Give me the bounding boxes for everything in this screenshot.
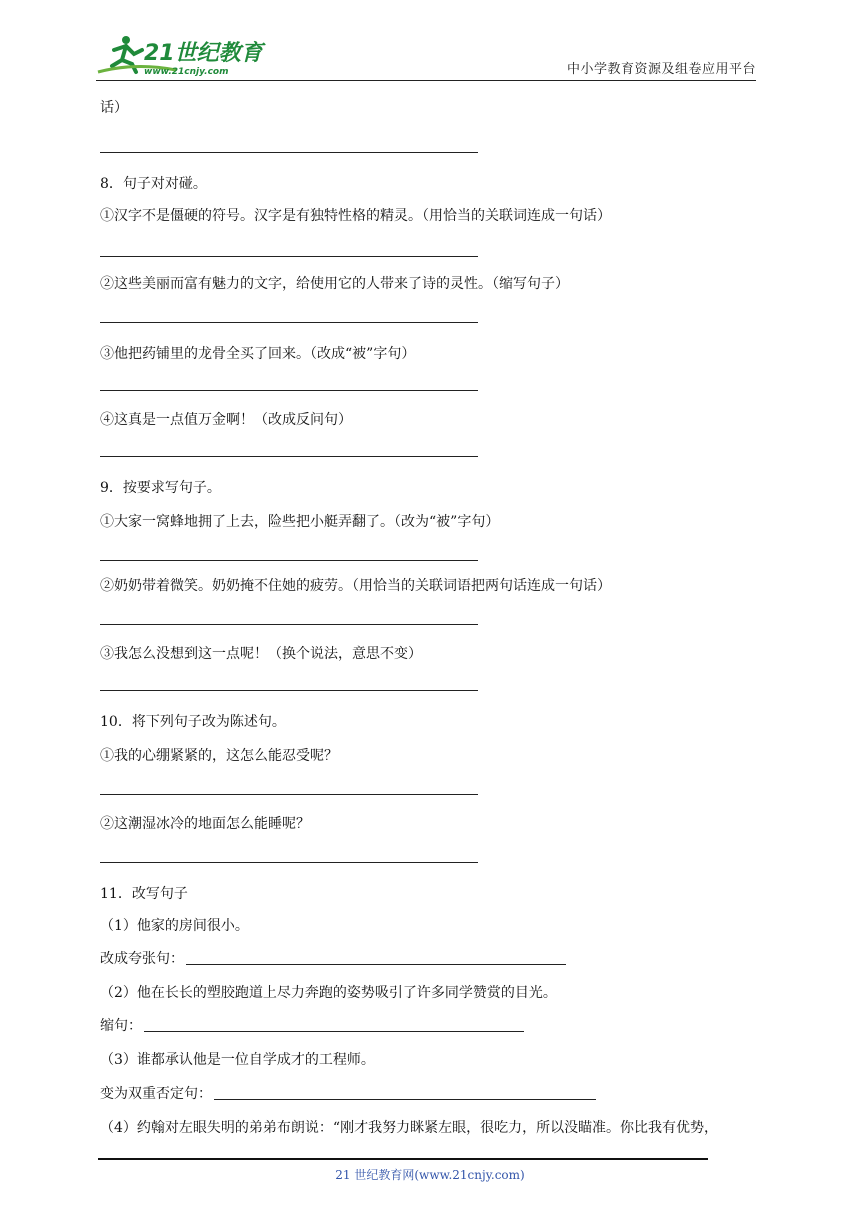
logo-url: www.21cnjy.com bbox=[144, 67, 229, 77]
question-text: 11．改写句子 bbox=[100, 886, 188, 902]
question-line bbox=[100, 410, 352, 430]
answer-line bbox=[100, 390, 478, 391]
question-text: 9．按要求写句子。 bbox=[100, 480, 221, 496]
question-line bbox=[100, 274, 569, 294]
question-line bbox=[100, 644, 422, 664]
question-line bbox=[100, 344, 415, 364]
question-text: 10．将下列句子改为陈述句。 bbox=[100, 714, 286, 730]
answer-line bbox=[100, 456, 478, 457]
answer-line bbox=[100, 862, 478, 863]
question-text: （1）他家的房间很小。 bbox=[100, 918, 249, 934]
question-text: 8．句子对对碰。 bbox=[100, 176, 207, 192]
question-line bbox=[100, 1084, 596, 1104]
footer-rule bbox=[98, 1158, 708, 1160]
answer-line bbox=[100, 256, 478, 257]
question-text: ①汉字不是僵硬的符号。汉字是有独特性格的精灵。（用恰当的关联词连成一句话） bbox=[100, 208, 611, 224]
question-line bbox=[100, 98, 128, 118]
footer-text: 21 世纪教育网(www.21cnjy.com) bbox=[335, 1168, 525, 1182]
logo-text: 21世纪教育 bbox=[144, 41, 263, 66]
answer-line bbox=[100, 322, 478, 323]
question-text: ④这真是一点值万金啊！（改成反问句） bbox=[100, 412, 352, 428]
question-line bbox=[100, 884, 188, 904]
question-line bbox=[100, 206, 611, 226]
question-text: ②这些美丽而富有魅力的文字，给使用它的人带来了诗的灵性。（缩写句子） bbox=[100, 276, 569, 292]
answer-line bbox=[100, 794, 478, 795]
question-line bbox=[100, 478, 221, 498]
question-line bbox=[100, 1050, 375, 1070]
question-text: （4）约翰对左眼失明的弟弟布朗说：“刚才我努力眯紧左眼，很吃力，所以没瞄准。你比我有优势， bbox=[100, 1120, 719, 1136]
question-text: 话） bbox=[100, 100, 128, 116]
question-line bbox=[100, 1016, 524, 1036]
question-line bbox=[100, 1118, 718, 1138]
question-line bbox=[100, 712, 286, 732]
question-line bbox=[100, 746, 338, 766]
question-line bbox=[100, 916, 249, 936]
question-line bbox=[100, 576, 611, 596]
question-line bbox=[100, 814, 310, 834]
page-header bbox=[96, 32, 756, 81]
question-text: ①大家一窝蜂地拥了上去，险些把小艇弄翻了。（改为“被”字句） bbox=[100, 514, 500, 530]
inline-answer-blank bbox=[214, 1098, 596, 1100]
answer-line bbox=[100, 152, 478, 153]
question-text: 缩句： bbox=[100, 1018, 142, 1034]
question-text: ③他把药铺里的龙骨全买了回来。（改成“被”字句） bbox=[100, 346, 416, 362]
question-line bbox=[100, 949, 566, 969]
question-text: ②这潮湿冰冷的地面怎么能睡呢？ bbox=[100, 816, 310, 832]
question-text: 改成夸张句： bbox=[100, 951, 184, 967]
question-text: （2）他在长长的塑胶跑道上尽力奔跑的姿势吸引了许多同学赞赏的目光。 bbox=[100, 985, 557, 1001]
question-text: 变为双重否定句： bbox=[100, 1086, 212, 1102]
inline-answer-blank bbox=[186, 963, 566, 965]
question-text: ③我怎么没想到这一点呢！（换个说法，意思不变） bbox=[100, 646, 422, 662]
question-line bbox=[100, 174, 207, 194]
21cnjy-logo bbox=[96, 32, 266, 78]
question-text: ①我的心绷紧紧的，这怎么能忍受呢？ bbox=[100, 748, 338, 764]
platform-name: 中小学教育资源及组卷应用平台 bbox=[566, 62, 756, 77]
question-line bbox=[100, 512, 499, 532]
question-line bbox=[100, 983, 557, 1003]
answer-line bbox=[100, 560, 478, 561]
question-text: （3）谁都承认他是一位自学成才的工程师。 bbox=[100, 1052, 375, 1068]
answer-line bbox=[100, 624, 478, 625]
answer-line bbox=[100, 690, 478, 691]
inline-answer-blank bbox=[144, 1030, 524, 1032]
question-text: ②奶奶带着微笑。奶奶掩不住她的疲劳。（用恰当的关联词语把两句话连成一句话） bbox=[100, 578, 611, 594]
